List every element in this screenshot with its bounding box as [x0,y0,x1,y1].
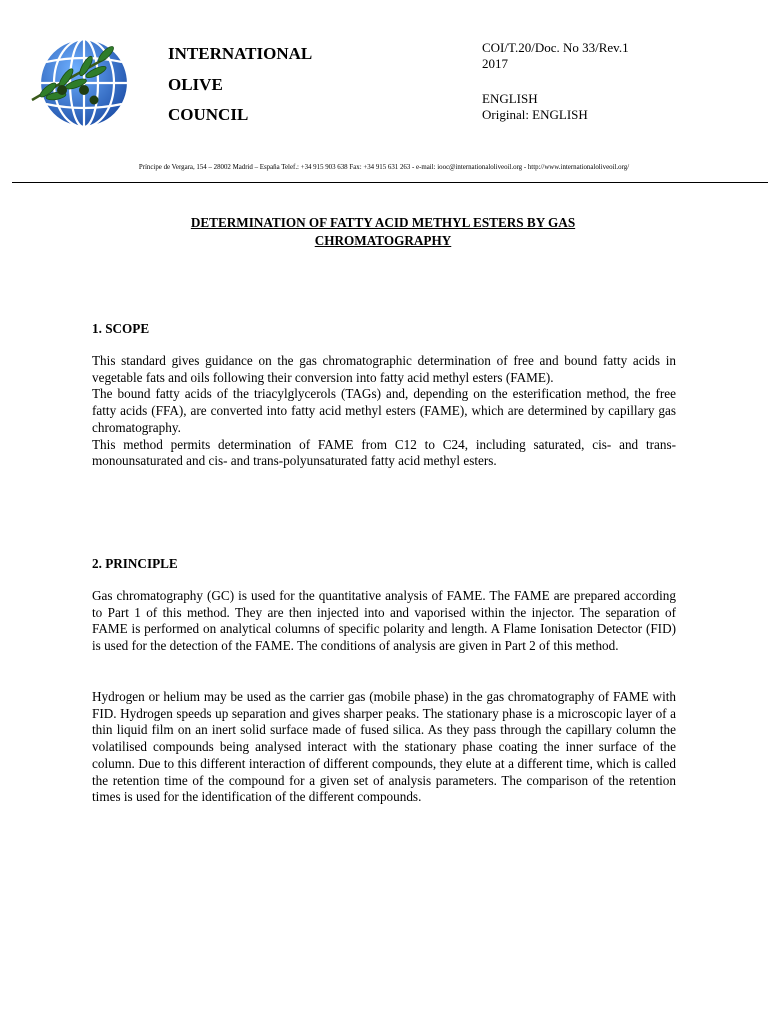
document-language: ENGLISH [482,91,538,106]
section-heading-scope: 1. SCOPE [92,321,150,336]
principle-paragraph: Hydrogen or helium may be used as the carrier gas (mobile phase) in the gas chromatography of FAME with FID. Hydrogen speeds up separation and gives sharper peaks. The stationary phase is a microscopic layer of a thin liquid film on an inert solid surface made of fused silica. As they pass through the capillary column the volatilised compounds being analysed interact with the stationary phase coating the inner surface of the column. Due to this different interaction of different compounds, they elute at a different time, which is called the retention time of the compound for a given set of analysis parameters. The comparison of the retention times is used for the identification of the different compounds. [92,689,676,805]
document-code: COI/T.20/Doc. No 33/Rev.1 [482,40,629,55]
scope-body [92,353,676,470]
header-divider [12,182,768,183]
contact-address: Príncipe de Vergara, 154 – 28002 Madrid – España Telef.: +34 915 903 638 Fax: +34 915 631 263 - e-mail: iooc@internationaloliveoil.org - http://www.internationaloliveoil.org/ [138,164,630,171]
scope-paragraph: This method permits determination of FAME from C12 to C24, including saturated, cis- and trans-monounsaturated and cis- and trans-polyunsaturated fatty acid methyl esters. [92,436,676,469]
document-original-language: Original: ENGLISH [482,107,588,122]
section-heading-principle: 2. PRINCIPLE [92,556,178,571]
document-title-line1: DETERMINATION OF FATTY ACID METHYL ESTERS BY GAS [190,215,576,230]
org-name-line3: COUNCIL [168,105,249,124]
org-name-line1: INTERNATIONAL [168,44,313,63]
document-title-line2: CHROMATOGRAPHY [314,233,452,248]
org-name-line2: OLIVE [168,75,223,94]
document-title [150,214,616,250]
scope-paragraph: The bound fatty acids of the triacylglycerols (TAGs) and, depending on the esterification method, the free fatty acids (FFA), are converted into fatty acid methyl esters (FAME), which are determined by capillary gas chromatography. [92,386,676,435]
document-year: 2017 [482,56,508,71]
ioc-logo [26,30,136,136]
scope-paragraph: This standard gives guidance on the gas chromatographic determination of free and bound fatty acids in vegetable fats and oils following their conversion into fatty acid methyl esters (FAME). [92,353,676,385]
principle-paragraph: Gas chromatography (GC) is used for the quantitative analysis of FAME. The FAME are prepared according to Part 1 of this method. They are then injected into and vaporised within the injector. The separation of FAME is performed on analytical columns of specific polarity and length. A Flame Ionisation Detector (FID) is used for the detection of the FAME. The conditions of analysis are given in Part 2 of this method. [92,588,676,654]
